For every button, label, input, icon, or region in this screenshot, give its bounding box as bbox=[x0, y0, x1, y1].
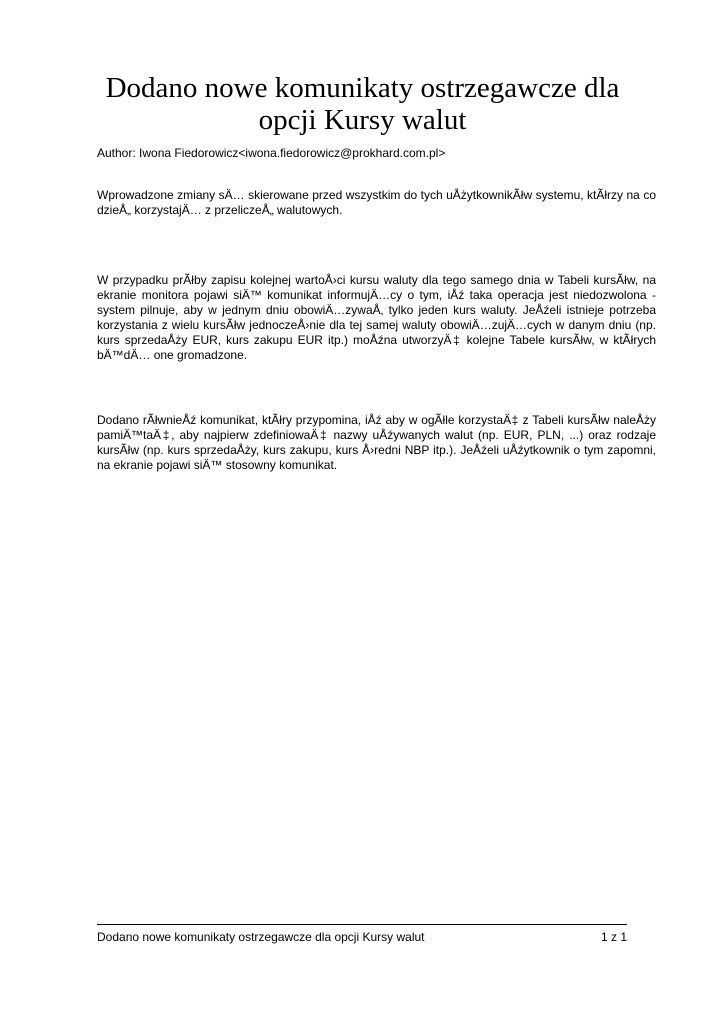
footer-title: Dodano nowe komunikaty ostrzegawcze dla opcji Kursy walut bbox=[97, 930, 425, 944]
paragraph-currency-definition-reminder: Dodano rÃłwnieÅź komunikat, ktÃłry przypomina, iÅź aby w ogÃłle korzystaÄ‡ z Tabeli kursÃłw naleÅży pamiÄ™taÄ‡, aby najpierw zdefiniowaÄ‡ nazwy uÅźywanych walut (np. EUR, PLN, ...) oraz rodzaje kursÃłw (np. kurs sprzedaÅży, kurs zakupu, kurs Å›redni NBP itp.). JeÅźeli uÅźytkownik o tym zapomni, na ekranie pojawi siÄ™ stosowny komunikat. bbox=[97, 413, 656, 472]
paragraph-duplicate-rate-warning: W przypadku prÃłby zapisu kolejnej wartoÅ›ci kursu waluty dla tego samego dnia w Tabeli kursÃłw, na ekranie monitora pojawi siÄ™ komunikat informujÄ…cy o tym, iÅź taka operacja jest niedozwolona - system pilnuje, aby w jednym dniu obowiÄ…zywaÅ‚ tylko jeden kurs waluty. JeÅźeli istnieje potrzeba korzystania z wielu kursÃłw jednoczeÅ›nie dla tej samej waluty obowiÄ…zujÄ…cych w danym dniu (np. kurs sprzedaÅży EUR, kurs zakupu EUR itp.) moÅźna utworzyÄ‡ kolejne Tabele kursÃłw, w ktÃłrych bÄ™dÄ… one gromadzone. bbox=[97, 273, 656, 362]
footer-page-number: 1 z 1 bbox=[600, 930, 627, 944]
paragraph-intro: Wprowadzone zmiany sÄ… skierowane przed wszystkim do tych uÅżytkownikÃłw systemu, ktÃłrzy na co dzieÅ„ korzystajÄ… z przeliczeÅ„ walutowych. bbox=[97, 188, 656, 217]
author-line: Author: Iwona Fiedorowicz<iwona.fiedorowicz@prokhard.com.pl> bbox=[97, 146, 446, 160]
footer-divider bbox=[97, 924, 627, 925]
document-title: Dodano nowe komunikaty ostrzegawcze dla opcji Kursy walut bbox=[105, 72, 620, 136]
